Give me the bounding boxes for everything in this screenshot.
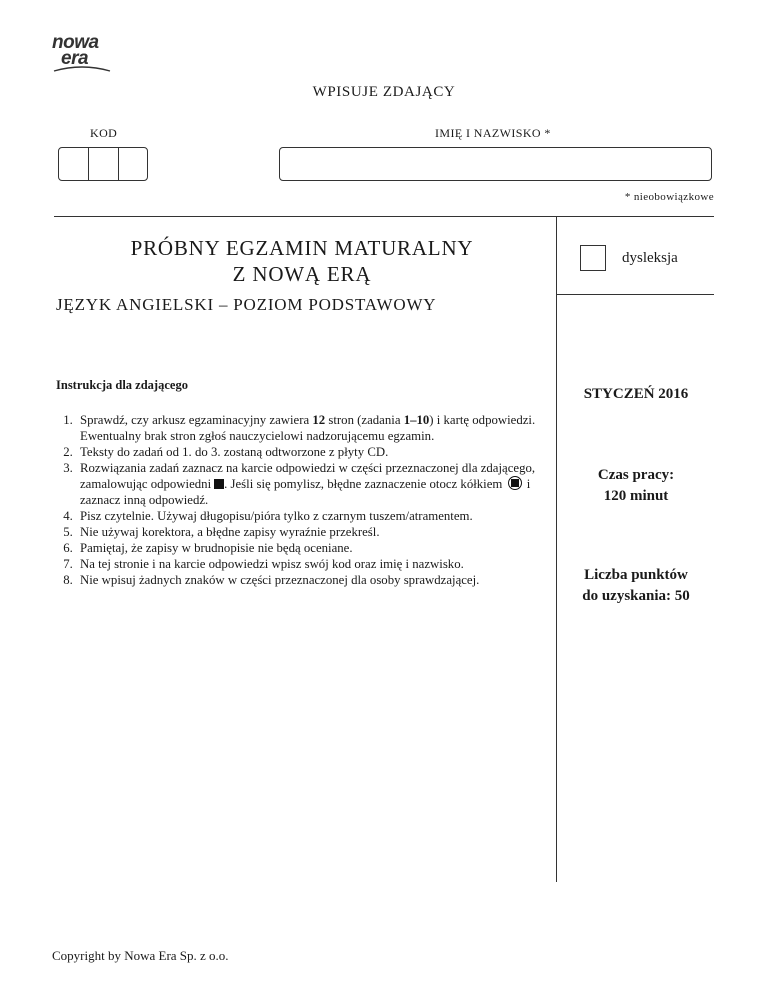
instruction-item: 6. Pamiętaj, że zapisy w brudnopisie nie będą oceniane. [76, 540, 564, 556]
instruction-text: Sprawdź, czy arkusz egzaminacyjny zawiera [80, 413, 313, 427]
instructions-list [56, 412, 564, 588]
copyright-text: Copyright by Nowa Era Sp. z o.o. [52, 948, 229, 963]
filled-square-icon [214, 479, 224, 489]
divider-top [54, 216, 714, 217]
instruction-text: ) i kartę odpowiedzi. Ewentualny brak stron zgłoś nauczycielowi nadzorującemu egzamin. [80, 413, 536, 443]
instruction-item: 4. Pisz czytelnie. Używaj długopisu/pióra tylko z czarnym tuszem/atramentem. [76, 508, 564, 524]
circled-square-icon [508, 476, 522, 490]
logo-line2: era [61, 48, 89, 69]
exam-date: STYCZEŃ 2016 [583, 386, 689, 402]
kod-divider [88, 148, 89, 180]
exam-title-line2: Z NOWĄ ERĄ [232, 262, 372, 286]
logo-swoosh-icon [52, 65, 112, 75]
instructions-title: Instrukcja dla zdającego [56, 378, 188, 392]
dysleksja-label: dysleksja [622, 250, 678, 266]
logo-line1: nowa [52, 32, 99, 53]
header-title: WPISUJE ZDAJĄCY [312, 84, 456, 100]
name-label: IMIĘ I NAZWISKO * [435, 126, 551, 140]
divider-right [556, 294, 714, 295]
points-label: Liczba punktów [584, 567, 688, 583]
nowa-era-logo [52, 32, 112, 76]
instruction-bold: 1–10 [403, 413, 430, 427]
instruction-item: 5. Nie używaj korektora, a błędne zapisy wyraźnie przekreśl. [76, 524, 564, 540]
instruction-item: 8. Nie wpisuj żadnych znaków w części przeznaczonej dla osoby sprawdzającej. [76, 572, 564, 588]
instruction-bold: 12 [312, 413, 326, 427]
instruction-text: i zaznacz inną odpowiedź. [80, 477, 531, 507]
instruction-item [76, 412, 564, 444]
kod-label: KOD [90, 126, 118, 140]
instruction-item: 2. Teksty do zadań od 1. do 3. zostaną odtworzone z płyty CD. [76, 444, 564, 460]
points-value: do uzyskania: 50 [582, 588, 690, 604]
name-input[interactable] [279, 147, 712, 181]
exam-subject: JĘZYK ANGIELSKI – POZIOM PODSTAWOWY [56, 295, 437, 314]
time-label: Czas pracy: [597, 467, 675, 483]
kod-divider [118, 148, 119, 180]
instruction-item [76, 460, 564, 508]
instruction-text: Rozwiązania zadań zaznacz na karcie odpowiedzi w części przeznaczonej dla zdającego, zamalowując odpowiedni [80, 461, 536, 491]
optional-footnote: * nieobowiązkowe [624, 191, 714, 203]
dysleksja-checkbox[interactable] [580, 245, 606, 271]
exam-title-line1: PRÓBNY EGZAMIN MATURALNY [130, 236, 474, 260]
kod-input[interactable] [58, 147, 148, 181]
time-value: 120 minut [603, 488, 669, 504]
instruction-text: . Jeśli się pomylisz, błędne zaznaczenie otocz kółkiem [224, 477, 503, 491]
instruction-text: stron (zadania [325, 413, 404, 427]
instruction-item: 7. Na tej stronie i na karcie odpowiedzi wpisz swój kod oraz imię i nazwisko. [76, 556, 564, 572]
